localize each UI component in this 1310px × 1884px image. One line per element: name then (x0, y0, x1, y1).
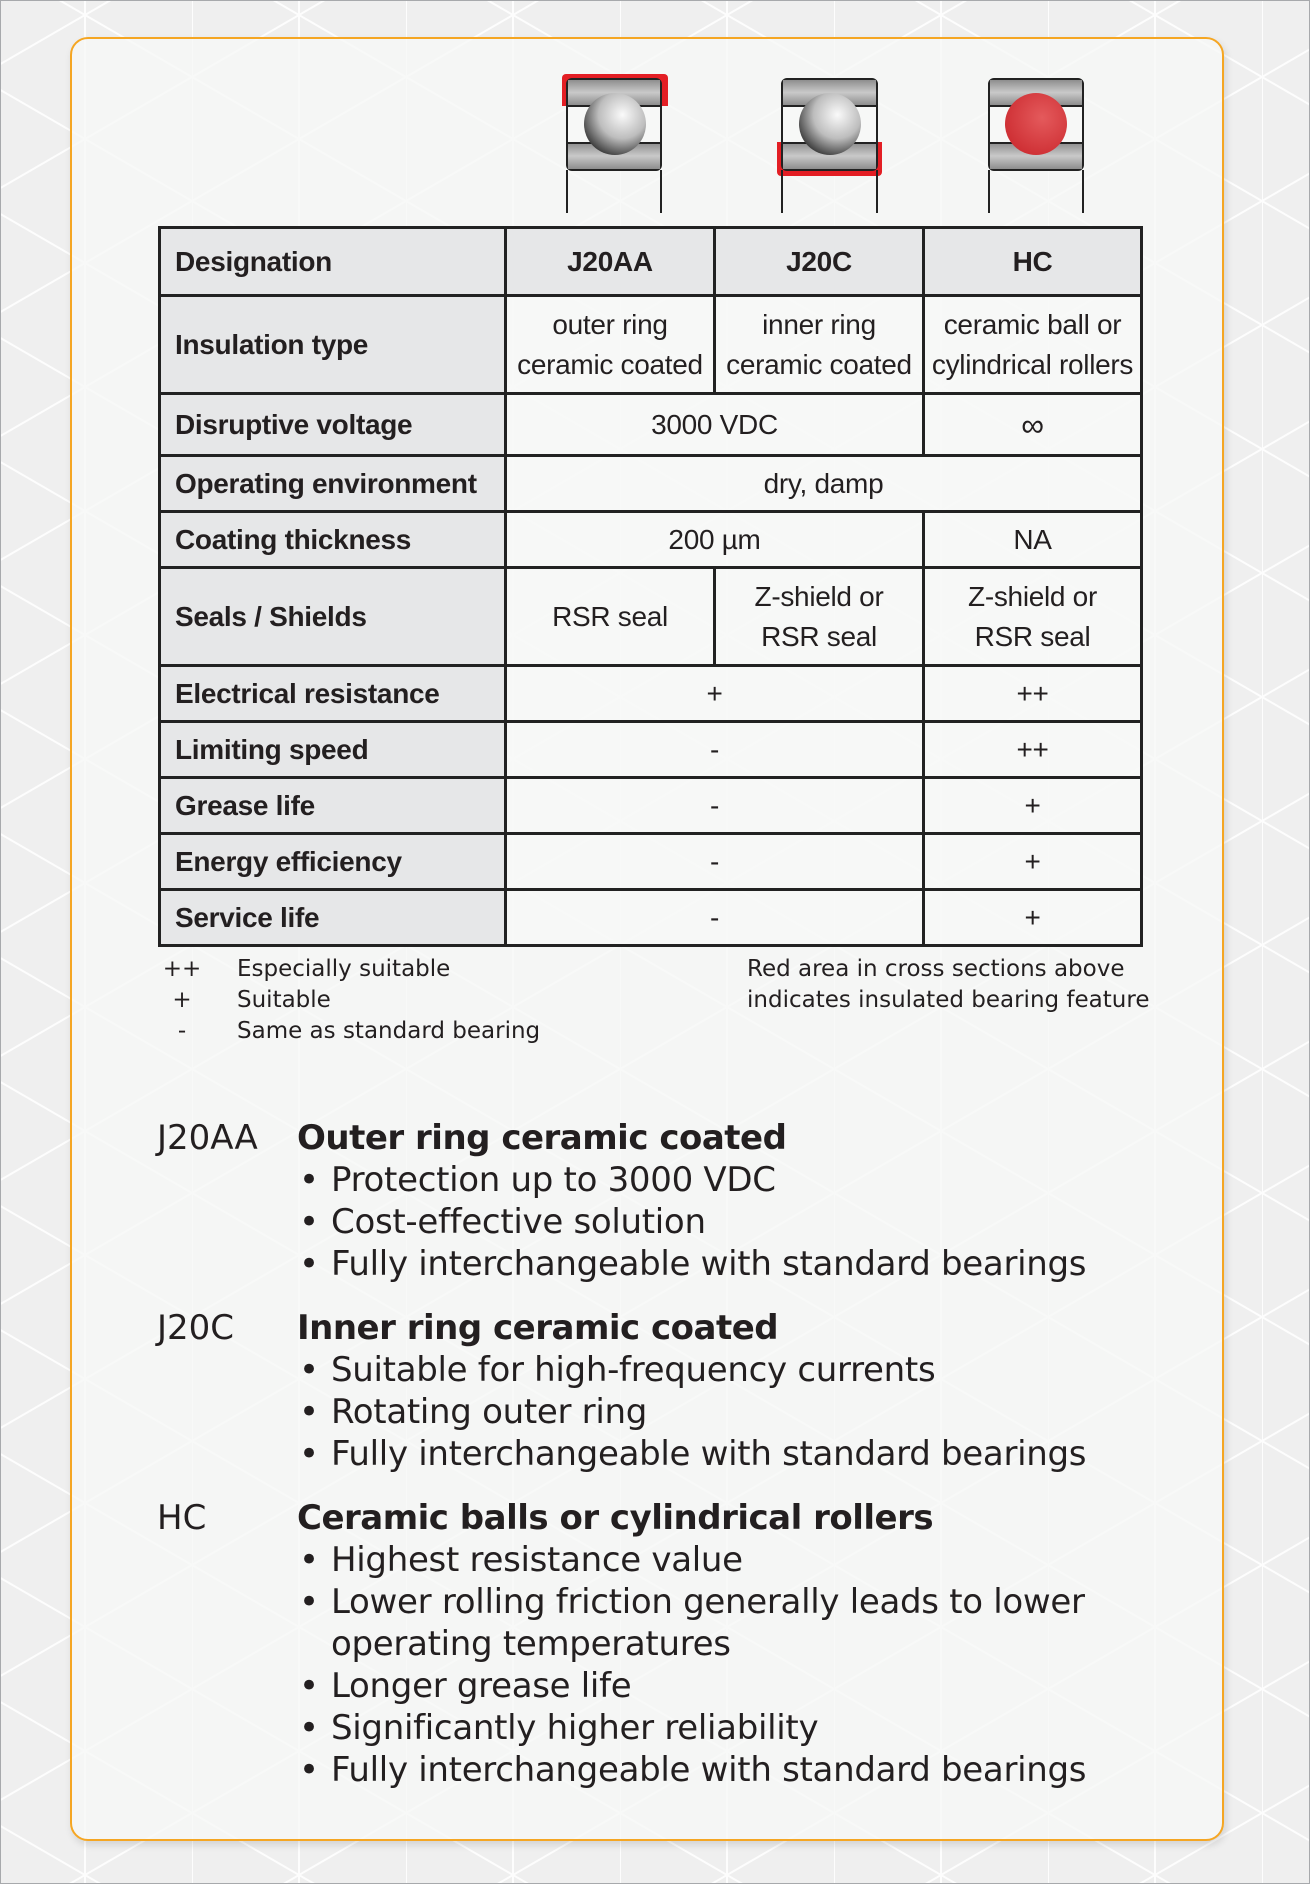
cell-j20: + (506, 666, 924, 722)
legend (157, 954, 607, 1049)
cell-hc: NA (924, 512, 1142, 568)
list-item: • Rotating outer ring (299, 1392, 648, 1432)
cell-j20: - (506, 778, 924, 834)
list-item: • Fully interchangeable with standard bearings (299, 1434, 1087, 1474)
description-title: Ceramic balls or cylindrical rollers (297, 1498, 934, 1538)
header-hc: HC (924, 228, 1142, 296)
row-label: Limiting speed (160, 722, 506, 778)
list-item: • Highest resistance value (299, 1540, 743, 1580)
cross-section-note: Red area in cross sections above indicates insulated bearing feature (747, 956, 1150, 1013)
table-row-electrical-resistance (160, 666, 1142, 722)
description-code: J20C (157, 1308, 235, 1348)
cell-j20: 200 µm (506, 512, 924, 568)
cell-hc: + (924, 890, 1142, 946)
table-row-insulation-type (160, 296, 1142, 394)
list-item: • Longer grease life (299, 1666, 632, 1706)
row-label: Disruptive voltage (160, 394, 506, 456)
cell-j20c: inner ring ceramic coated (715, 296, 924, 394)
bearing-j20c-cross-section-icon (777, 79, 882, 213)
cell-hc: Z-shield or RSR seal (924, 568, 1142, 666)
legend-symbol: ++ (162, 956, 202, 982)
cell-all: dry, damp (506, 456, 1142, 512)
table-row-seals-shields (160, 568, 1142, 666)
cell-j20: - (506, 890, 924, 946)
list-item: • Significantly higher reliability (299, 1708, 819, 1748)
table-row-energy-efficiency (160, 834, 1142, 890)
table-header-row (160, 228, 1142, 296)
row-label: Service life (160, 890, 506, 946)
list-item: • Fully interchangeable with standard bearings (299, 1244, 1087, 1284)
legend-text: Especially suitable (237, 956, 451, 982)
header-designation: Designation (160, 228, 506, 296)
header-j20c: J20C (715, 228, 924, 296)
cell-hc: + (924, 834, 1142, 890)
row-label: Grease life (160, 778, 506, 834)
cell-hc: ++ (924, 666, 1142, 722)
row-label: Energy efficiency (160, 834, 506, 890)
description-title: Outer ring ceramic coated (297, 1118, 787, 1158)
comparison-table (158, 226, 1143, 947)
bearing-hc-cross-section-icon (989, 79, 1083, 213)
cell-j20c: Z-shield or RSR seal (715, 568, 924, 666)
row-label: Insulation type (160, 296, 506, 394)
feature-list (297, 1349, 1257, 1475)
cell-hc: ++ (924, 722, 1142, 778)
cell-hc: ceramic ball or cylindrical rollers (924, 296, 1142, 394)
list-item: • Protection up to 3000 VDC (299, 1160, 776, 1200)
feature-list (297, 1159, 1257, 1285)
table-row-operating-environment (160, 456, 1142, 512)
feature-list (297, 1539, 1097, 1791)
legend-symbol: + (172, 987, 192, 1013)
row-label: Seals / Shields (160, 568, 506, 666)
description-title: Inner ring ceramic coated (297, 1308, 779, 1348)
cell-j20aa: RSR seal (506, 568, 715, 666)
cell-hc: + (924, 778, 1142, 834)
list-item: • Suitable for high-frequency currents (299, 1350, 936, 1390)
table-row-limiting-speed (160, 722, 1142, 778)
row-label: Electrical resistance (160, 666, 506, 722)
table-row-grease-life (160, 778, 1142, 834)
description-code: HC (157, 1498, 207, 1538)
legend-text: Same as standard bearing (237, 1018, 541, 1044)
bearing-j20aa-cross-section-icon (562, 74, 668, 213)
cell-j20aa: outer ring ceramic coated (506, 296, 715, 394)
legend-text: Suitable (237, 987, 331, 1013)
table-row-disruptive-voltage (160, 394, 1142, 456)
legend-symbol: - (177, 1018, 187, 1044)
list-item: • Fully interchangeable with standard bearings (299, 1750, 1087, 1790)
row-label: Operating environment (160, 456, 506, 512)
cell-j20: - (506, 834, 924, 890)
list-item: • Cost-effective solution (299, 1202, 706, 1242)
table-row-service-life (160, 890, 1142, 946)
row-label: Coating thickness (160, 512, 506, 568)
description-code: J20AA (157, 1118, 258, 1158)
table-row-coating-thickness (160, 512, 1142, 568)
header-j20aa: J20AA (506, 228, 715, 296)
list-item: • Lower rolling friction generally leads to lower operating temperatures (299, 1582, 1085, 1664)
cell-hc: ∞ (924, 394, 1142, 456)
cell-j20: 3000 VDC (506, 394, 924, 456)
cell-j20: - (506, 722, 924, 778)
